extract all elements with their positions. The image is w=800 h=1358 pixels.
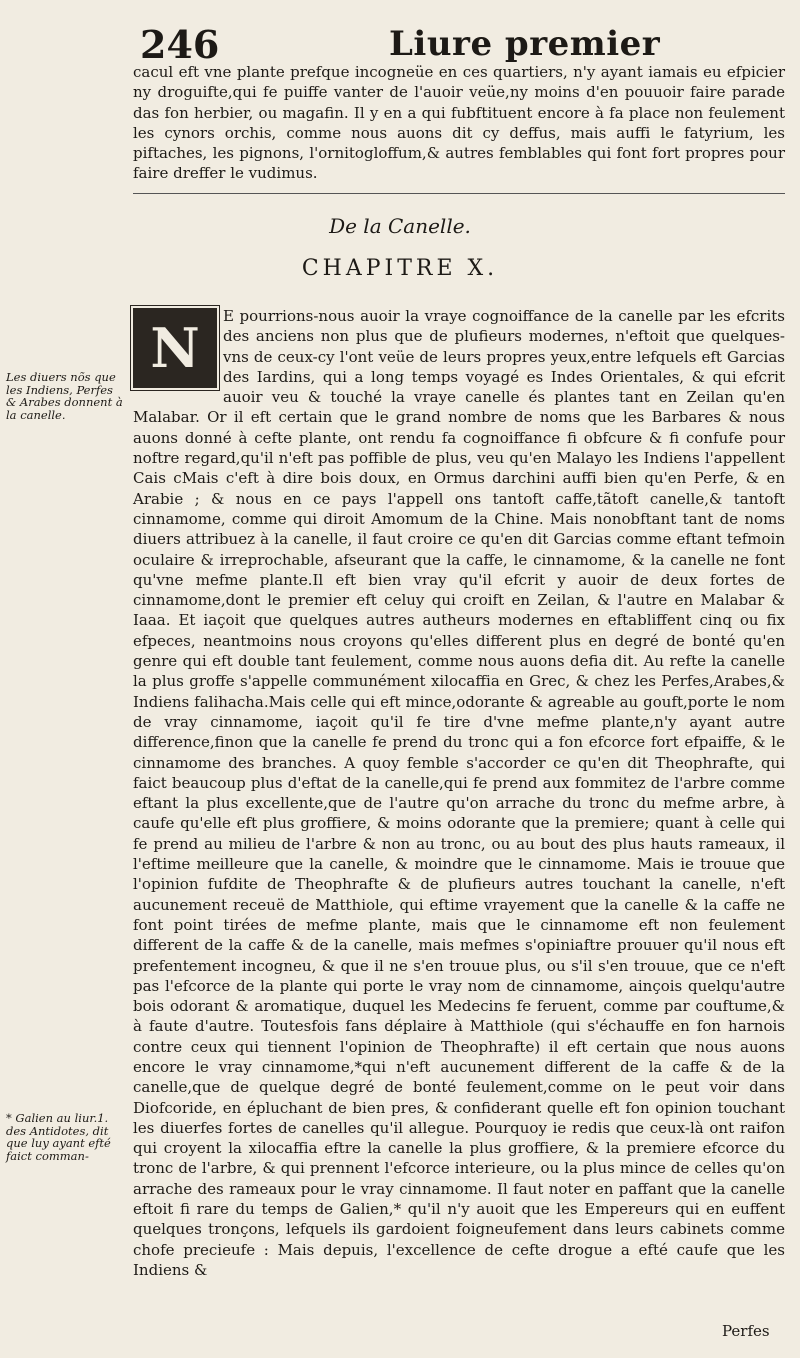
margin-note-galien: * Galien au liur.1. des Antidotes, dit que luy ayant efté faict comman- (6, 1111, 111, 1163)
page-number: 246 (140, 22, 220, 67)
page-header (0, 22, 800, 66)
chapter-body (133, 306, 785, 1280)
intro-paragraph (133, 62, 785, 184)
catchword: Perfes (722, 1322, 770, 1340)
margin-note-names: Les diuers nõs que les Indiens, Perfes & Arabes donnent à la canelle. (6, 370, 123, 422)
chapter-body-text: E pourrions-nous auoir la vraye cognoiffance de la canelle par les efcrits des anciens non plus que de plufieurs modernes, n'eftoit que quelques-vns de ceux-cy l'ont veüe de leurs propres yeux,entre lefquels eft Garcias des Iardins, qui a long temps voyagé es Indes Orientales, & qui efcrit auoir veu & touché la vraye canelle és plantes tant en Zeilan qu'en Malabar. Or il eft certain que le grand nombre de noms que les Barbares & nous auons donné à cefte plante, ont rendu fa cognoiffance fi obfcure & fi confufe pour noftre regard,qu'il n'eft pas poffible de plus, veu qu'en Malayo les Indiens l'appellent Cais cMais c'eft à dire bois doux, en Ormus darchini auffi bien qu'en Perfe, & en Arabie ; & nous en ce pays l'appell ons tantoft caffe,tãtoft canelle,& tantoft cinnamome, comme qui diroit Amomum de la Chine. Mais nonobftant tant de noms diuers attribuez à la canelle, il faut croire ce qu'en dit Garcias comme eftant tefmoin oculaire & irreprochable, afseurant que la caffe, le cinnamome, & la canelle ne font qu'vne mefme plante.Il eft bien vray qu'il efcrit y auoir de deux fortes de cinnamome,dont le premier eft celuy qui croift en Zeilan, & l'autre en Malabar & Iaaa. Et iaçoit que quelques autres autheurs modernes en eftabliffent cinq ou fix efpeces, neantmoins nous croyons qu'elles different plus en degré de bonté qu'en genre qui eft double tant feulement, comme nous auons defia dit. Au refte la canelle la plus groffe s'appelle communément xilocaffia en Grec, & chez les Perfes,Arabes,& Indiens falihacha.Mais celle qui eft mince,odorante & agreable au gouft,porte le nom de vray cinnamome, iaçoit qu'il fe tire d'vne mefme plante,n'y ayant autre difference,finon que la canelle fe prend du tronc qui a fon efcorce fort efpaiffe, & le cinnamome des branches. A quoy femble s'accorder ce qu'en dit Theophrafte, qui faict beaucoup plus d'eftat de la canelle,qui fe prend aux fommitez de l'arbre comme eftant la plus excellente,que de l'autre qu'on arrache du tronc du mefme arbre, à caufe qu'elle eft plus groffiere, & moins odorante que la premiere; quant à celle qui fe prend au milieu de l'arbre & non au tronc, ou au bout des plus hauts rameaux, il l'eftime meilleure que la canelle, & moindre que le cinnamome. Mais ie trouue que l'opinion fufdite de Theophrafte & de plufieurs autres touchant la canelle, n'eft aucunement receuë de Matthiole, qui eftime vrayement que la canelle & la caffe ne font point tirées de mefme plante, mais que le cinnamome eft non feulement different de la caffe & de la canelle, mais mefmes s'opiniaftre prouuer qu'il nous eft prefentement incogneu, & que il ne s'en trouue plus, ou s'il s'en trouue, que ce n'eft pas l'efcorce de la plante qui porte le vray nom de cinnamome, ainçois quelqu'autre bois odorant & aromatique, duquel les Medecins fe feruent, comme par couftume,& à faute d'autre. Toutesfois fans déplaire à Matthiole (qui s'échauffe en fon harnois contre ceux qui tiennent l'opinion de Theophrafte) il eft certain que nous auons encore le vray cinnamome,*qui n'eft aucunement different de la caffe & de la canelle,que de quelque degré de bonté feulement,comme on le peut voir dans Diofcoride, en épluchant de bien pres, & confiderant quelle eft fon opinion touchant les diuerfes fortes de canelles qu'il allegue. Pourquoy ie redis que ceux-là ont raifon qui croyent la xilocaffia eftre la canelle la plus groffiere, & la premiere efcorce du tronc de l'arbre, & qui prennent l'efcorce interieure, ou la plus mince de celles qu'on arrache des rameaux pour le vray cinnamome. Il faut noter en paffant que la canelle eftoit fi rare du temps de Galien,* qu'il n'y auoit que les Empereurs qui en euffent quelques tronçons, lefquels ils gardoient foigneufement dans leurs cabinets comme chofe precieufe : Mais depuis, l'excellence de cefte drogue a efté caufe que les Indiens & (133, 307, 785, 1279)
section-title: De la Canelle. (329, 214, 471, 238)
chapter-heading: CHAPITRE X. (301, 256, 499, 281)
section-divider (133, 193, 785, 194)
drop-cap-letter: N (150, 315, 200, 380)
running-title: Liure premier (389, 24, 661, 64)
drop-cap (133, 308, 217, 388)
intro-paragraph-text: cacul eft vne plante prefque incogneüe en ces quartiers, n'y ayant iamais eu efpicier ny droguifte,qui fe puiffe vanter de l'auoir veüe,ny moins d'en pouuoir faire parade das fon herbier, ou magafin. Il y en a qui fubftituent encore à fa place non feulement les cynors orchis, comme nous auons dit cy deffus, mais auffi le fatyrium, les piftaches, les pignons, l'ornitogloffum,& autres femblables qui font fort propres pour faire dreffer le vudimus. (133, 63, 785, 183)
